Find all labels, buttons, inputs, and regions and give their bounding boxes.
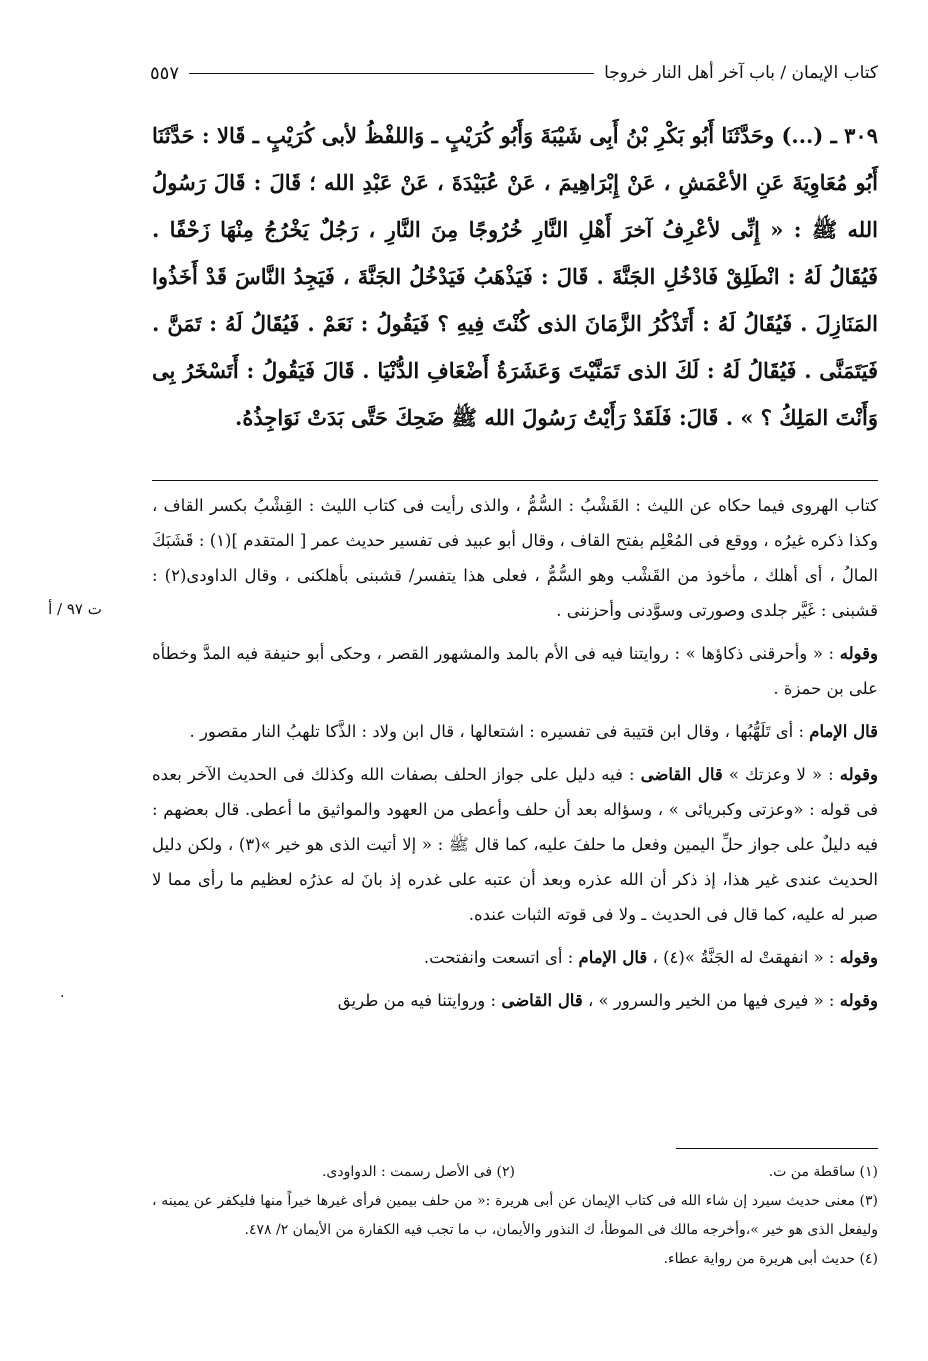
keyword-qawluhu: وقوله: [839, 991, 878, 1010]
paragraph-4-quote: : « لا وعزتك »: [722, 765, 834, 784]
paragraph-3-text: : أى تَلَهُّبُها ، وقال ابن قتيبة فى تفسيره : اشتعالها ، قال ابن ولاد : الذَّكا تلهبُ النار مقصور .: [189, 722, 805, 741]
page-number: ٥٥٧: [150, 62, 180, 84]
keyword-qal-al-qadi: قال القاضى: [501, 991, 583, 1010]
keyword-qal-al-imam: قال الإمام: [809, 722, 878, 741]
manuscript-margin-note: ت ٩٧ / أ: [48, 600, 102, 618]
paragraph-6-text: : وروايتنا فيه من طريق: [337, 991, 497, 1010]
footnotes-block: [152, 1158, 878, 1274]
header-rule: [189, 73, 594, 74]
commentary-paragraph-4: [152, 757, 878, 932]
hadith-text-block: [152, 112, 878, 441]
keyword-qal-al-qadi: قال القاضى: [640, 765, 723, 784]
keyword-qawluhu: وقوله: [839, 765, 878, 784]
commentary-paragraph-1: كتاب الهروى فيما حكاه عن الليث : القَشْبُ : السُّمُّ ، والذى رأيت فى كتاب الليث : القِشْبُ بكسر القاف ، وكذا ذكره غيرُه ، ووقع فى المُعْلِم بفتح القاف ، وقال أبو عبيد فى تفسير حديث عمر [ المتقدم ](١) : قَشَبَكَ المالُ ، أى أهلك ، مأخوذ من القَشْب وهو السُّمُّ ، فعلى هذا يتفسر/ قشبنى بأهلكنى ، وقال الداودى(٢) : قشبنى : غَيَّر جلدى وصورتى وسوَّدنى وأحزننى .: [152, 496, 878, 620]
paragraph-6-quote: : « فيرى فيها من الخير والسرور » ،: [582, 991, 835, 1010]
paragraph-5-text: : أى اتسعت وانفتحت.: [423, 948, 574, 967]
paragraph-2-text: : « وأحرقنى ذكاؤها » : روايتنا فيه فى الأم بالمد والمشهور القصر ، وحكى أبو حنيفة فيه المدَّ وخطأه على بن حمزة .: [152, 644, 878, 698]
commentary-paragraph-6: [152, 983, 878, 1018]
margin-dot: .: [60, 985, 65, 1001]
keyword-qawluhu: وقوله: [839, 644, 878, 663]
footnote-row-1: [152, 1158, 878, 1187]
hadith-text: ٣٠٩ ـ (...) وحَدَّثَنَا أَبُو بَكْرِ بْنُ أَبِى شَيْبَةَ وَأَبُو كُرَيْبٍ ـ وَاللفْظُ لأبى كُرَيْبٍ ـ قَالا : حَدَّثَنَا أَبُو مُعَاوِيَةَ عَنِ الأعْمَشِ ، عَنْ إِبْرَاهِيمَ ، عَنْ عُبَيْدَةَ ، عَنْ عَبْدِ الله ؛ قَالَ : قَالَ رَسُولُ الله ﷺ : « إِنِّى لأعْرِفُ آخرَ أَهْلِ النَّارِ خُرُوجًا مِنَ النَّارِ ، رَجُلٌ يَخْرُجُ مِنْهَا زَحْفًا . فَيُقَالُ لَهُ : انْطَلِقْ فَادْخُلِ الجَنَّةَ . قَالَ : فَيَذْهَبُ فَيَدْخُلُ الجَنَّةَ ، فَيَجِدُ النَّاسَ قَدْ أَخَذُوا المَنَازِلَ . فَيُقَالُ لَهُ : أَتَذْكُرُ الزَّمَانَ الذى كُنْتَ فِيهِ ؟ فَيَقُولُ : نَعَمْ . فَيُقَالُ لَهُ : تَمَنَّ . فَيَتَمَنَّى . فَيُقَالُ لَهُ : لَكَ الذى تَمَنَّيْتَ وَعَشَرَةُ أَضْعَافِ الدُّنْيَا . قَالَ فَيَقُولُ : أَتَسْخَرُ بِى وَأَنْتَ المَلِكُ ؟ » . قَالَ: فَلَقَدْ رَأَيْتُ رَسُولَ الله ﷺ ضَحِكَ حَتَّى بَدَتْ نَوَاجِذُهُ.: [152, 123, 878, 430]
footnote-3: (٣) معنى حديث سيرد إن شاء الله فى كتاب الإيمان عن أبى هريرة :« من حلف بيمين فرأى غيرها خيراً منها فليكفر عن يمينه ، وليفعل الذى هو خير »،وأخرجه مالك فى الموطأ، ك النذور والأيمان، ب ما تجب فيه الكفارة من الأيمان ٢/ ٤٧٨.: [152, 1193, 878, 1238]
keyword-qal-al-imam: قال الإمام: [578, 948, 648, 967]
footnote-2: (٢) فى الأصل رسمت : الدواودى.: [321, 1164, 515, 1180]
commentary-paragraph-3: [152, 714, 878, 749]
running-header: [150, 58, 878, 88]
paragraph-5-quote: : « انفهقتْ له الجَنَّةُ »(٤) ،: [647, 948, 835, 967]
footnote-4: (٤) حديث أبى هريرة من رواية عطاء.: [663, 1251, 878, 1267]
commentary-paragraph-5: [152, 940, 878, 975]
keyword-qawluhu: وقوله: [839, 948, 878, 967]
main-divider: [152, 480, 878, 481]
footnote-divider: [676, 1148, 878, 1149]
commentary-block: [152, 488, 878, 1026]
header-title: كتاب الإيمان / باب آخر أهل النار خروجا: [604, 63, 878, 83]
footnote-1: (١) ساقطة من ت.: [768, 1164, 878, 1180]
commentary-paragraph-2: [152, 636, 878, 706]
paragraph-4-text: : فيه دليل على جواز الحلف بصفات الله وكذلك فى الحديث الآخر بعده فى قوله : «وعزتى وكبريائى » ، وسؤاله بعد أن حلف وأعطى من العهود والمواثيق ما أعطى. قال بعضهم : فيه دليلٌ على جواز حلِّ اليمين وفعل ما حلفَ عليه، كما قال ﷺ : « إلا أتيت الذى هو خير »(٣) ، ولكن دليل الحديث عندى غير هذا، إذ ذكر أن الله عذره وبعد أن عتبه على غدره إذ بانَ له عذرُه لعظيم ما رأى مما لا صبر له عليه، كما قال فى الحديث ـ ولا فى قوته الثبات عنده.: [152, 765, 879, 924]
